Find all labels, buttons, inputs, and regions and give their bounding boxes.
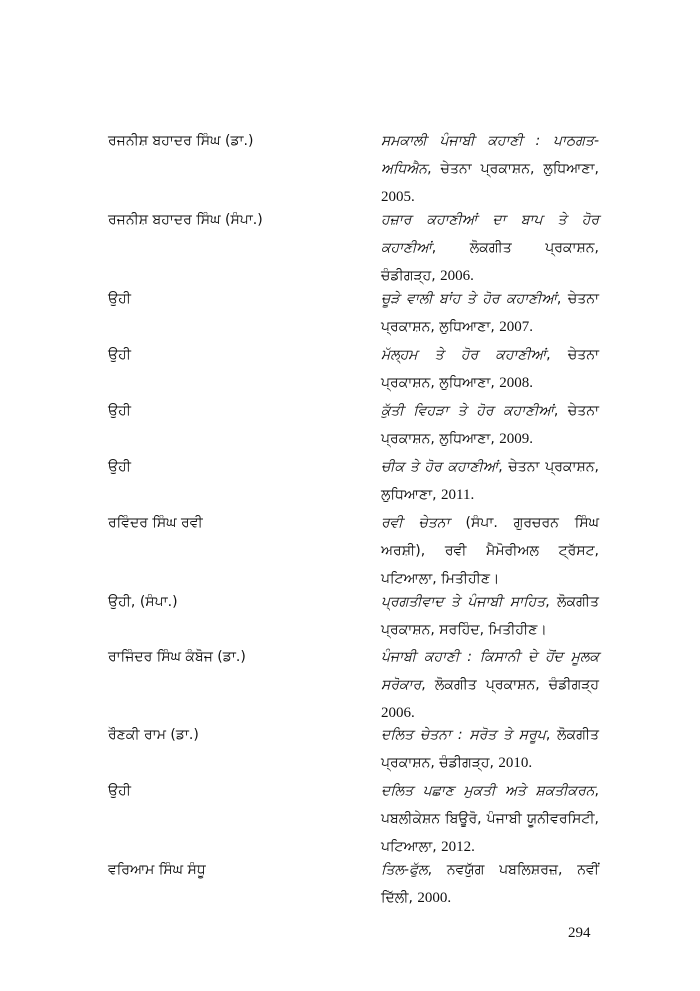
entry-author: ਉਹੀ <box>108 403 131 419</box>
entry-year: 2009. <box>499 431 534 447</box>
entry-publisher: , ਲੋਕਗੀਤ ਪ੍ਰਕਾਸ਼ਨ, ਸਰਹਿੰਦ, ਮਿਤੀਹੀਣ। <box>381 594 599 638</box>
entry-title: ਪੰਜਾਬੀ ਕਹਾਣੀ : ਕਿਸਾਨੀ ਦੇ ਹੋਂਦ ਮੂਲਕ ਸਰੋਕਾਰ <box>381 649 599 693</box>
entry-author: ਉਹੀ <box>108 783 131 799</box>
entry-author: ਰਵਿੰਦਰ ਸਿੰਘ ਰਵੀ <box>108 515 203 531</box>
entry-work <box>381 588 599 644</box>
entry-work <box>381 453 599 509</box>
entry-work <box>381 341 599 397</box>
entry-work <box>381 285 599 341</box>
entry-publisher: , ਚੇਤਨਾ ਪ੍ਰਕਾਸ਼ਨ, ਲੁਧਿਆਣਾ, <box>381 403 599 447</box>
entry-title: ਤਿਲ-ਫੁੱਲ <box>381 862 428 878</box>
entry-publisher: , ਲੋਕਗੀਤ ਪ੍ਰਕਾਸ਼ਨ, ਚੰਡੀਗੜ੍ਹ <box>421 677 599 693</box>
entry-author: ਰਜਨੀਸ਼ ਬਹਾਦਰ ਸਿੰਘ (ਡਾ.) <box>108 133 254 149</box>
entry-title: ਸਮਕਾਲੀ ਪੰਜਾਬੀ ਕਹਾਣੀ : ਪਾਠਗਤ-ਅਧਿਐਨ <box>381 133 599 177</box>
entry-title: ਪ੍ਰਗਤੀਵਾਦ ਤੇ ਪੰਜਾਬੀ ਸਾਹਿਤ <box>381 594 546 610</box>
entry-work <box>381 643 599 727</box>
entry-publisher: , ਪਬਲੀਕੇਸ਼ਨ ਬਿਊਰੋ, ਪੰਜਾਬੀ ਯੂਨੀਵਰਸਿਟੀ, ਪਟਿਆਲਾ, <box>381 783 599 855</box>
entry-year: 2007. <box>499 319 534 335</box>
page-number: 294 <box>568 925 591 941</box>
entry-year: 2008. <box>499 375 534 391</box>
entry-title: ਚੂੜੇ ਵਾਲੀ ਬਾਂਹ ਤੇ ਹੋਰ ਕਹਾਣੀਆਂ <box>381 291 557 307</box>
entry-year: 2010. <box>498 755 533 771</box>
entry-publisher: , ਲੋਕਗੀਤ ਪ੍ਰਕਾਸ਼ਨ, ਚੰਡੀਗੜ੍ਹ, <box>381 727 599 771</box>
entry-work <box>381 509 599 593</box>
entry-publisher: , ਨਵਯੁੱਗ ਪਬਲਿਸ਼ਰਜ਼, ਨਵੀਂ ਦਿੱਲੀ, <box>381 862 599 906</box>
entry-publisher: , ਚੇਤਨਾ ਪ੍ਰਕਾਸ਼ਨ, ਲੁਧਿਆਣਾ, <box>427 161 599 177</box>
entry-work <box>381 856 599 912</box>
entry-author: ਰਾਜਿੰਦਰ ਸਿੰਘ ਕੰਬੋਜ (ਡਾ.) <box>108 649 246 665</box>
entry-author: ਉਹੀ <box>108 459 131 475</box>
entry-title: ਦਲਿਤ ਚੇਤਨਾ : ਸਰੋਤ ਤੇ ਸਰੂਪ <box>381 727 546 743</box>
entry-work <box>381 127 599 211</box>
entry-publisher: , ਚੇਤਨਾ ਪ੍ਰਕਾਸ਼ਨ, ਲੁਧਿਆਣਾ, <box>381 459 599 503</box>
entry-author: ਉਹੀ <box>108 291 131 307</box>
entry-publisher: , ਚੇਤਨਾ ਪ੍ਰਕਾਸ਼ਨ, ਲੁਧਿਆਣਾ, <box>381 291 599 335</box>
entry-year: 2005. <box>381 189 415 205</box>
entry-author: ਵਰਿਆਮ ਸਿੰਘ ਸੰਧੂ <box>108 862 206 878</box>
entry-publisher: , ਚੇਤਨਾ ਪ੍ਰਕਾਸ਼ਨ, ਲੁਧਿਆਣਾ, <box>381 347 599 391</box>
entry-year: 2006. <box>381 705 415 721</box>
entry-title: ਕੁੱਤੀ ਵਿਹੜਾ ਤੇ ਹੋਰ ਕਹਾਣੀਆਂ <box>381 403 554 419</box>
entry-year: 2012. <box>441 839 475 855</box>
entry-author: ਉਹੀ, (ਸੰਪਾ.) <box>108 594 178 610</box>
entry-author: ਰੌਣਕੀ ਰਾਮ (ਡਾ.) <box>108 727 199 743</box>
entry-year: 2011. <box>441 487 475 503</box>
entry-work <box>381 206 599 290</box>
entry-year: 2006. <box>440 268 474 284</box>
entry-work <box>381 721 599 777</box>
entry-author: ਉਹੀ <box>108 347 131 363</box>
entry-author: ਰਜਨੀਸ਼ ਬਹਾਦਰ ਸਿੰਘ (ਸੰਪਾ.) <box>108 212 263 228</box>
entry-title: ਰਵੀ ਚੇਤਨਾ <box>381 515 450 531</box>
entry-work <box>381 397 599 453</box>
entry-publisher: (ਸੰਪਾ. ਗੁਰਚਰਨ ਸਿੰਘ ਅਰਸ਼ੀ), ਰਵੀ ਮੈਮੋਰੀਅਲ ਟ੍ਰੱਸਟ, ਪਟਿਆਲਾ, ਮਿਤੀਹੀਣ। <box>381 515 599 587</box>
entry-title: ਹਜ਼ਾਰ ਕਹਾਣੀਆਂ ਦਾ ਬਾਪ ਤੇ ਹੋਰ ਕਹਾਣੀਆਂ <box>381 212 599 256</box>
entry-title: ਦਲਿਤ ਪਛਾਣ ਮੁਕਤੀ ਅਤੇ ਸ਼ਕਤੀਕਰਨ <box>381 783 595 799</box>
entry-publisher: , ਲੋਕਗੀਤ ਪ੍ਰਕਾਸ਼ਨ, ਚੰਡੀਗੜ੍ਹ, <box>381 240 599 284</box>
entry-work <box>381 777 599 861</box>
entry-year: 2000. <box>417 890 452 906</box>
entry-title: ਮੱਲ੍ਹਮ ਤੇ ਹੋਰ ਕਹਾਣੀਆਂ <box>381 347 547 363</box>
entry-title: ਚੀਕ ਤੇ ਹੋਰ ਕਹਾਣੀਆਂ <box>381 459 499 475</box>
